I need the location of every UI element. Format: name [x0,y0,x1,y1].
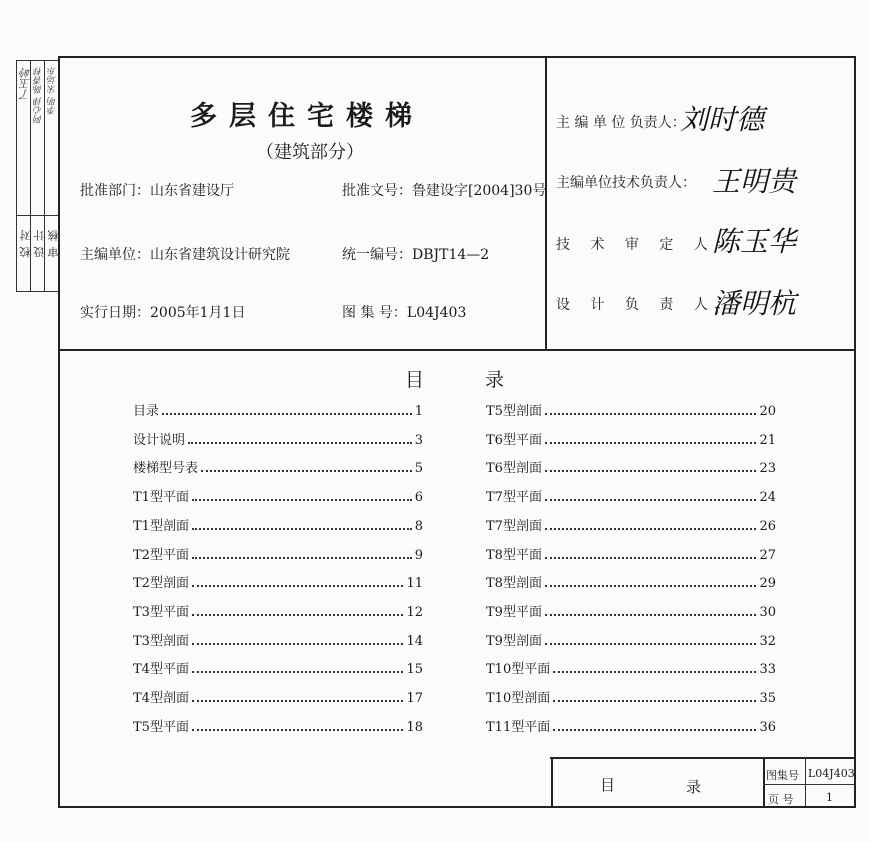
toc-entry [133,457,423,476]
toc-entry-label: T10型剖面 [486,691,551,706]
strip-label-check: 校 对 [19,229,32,258]
toc-entry-page: 18 [406,719,423,735]
title-block-col-line [805,757,806,807]
toc-entry-page: 12 [406,604,423,620]
strip-label-design: 设 计 [33,229,46,258]
responsible-label-review: 技 术 审 定 人： [556,237,738,253]
toc-heading-left: 目 [405,369,425,391]
toc-entry-label: T1型剖面 [133,518,189,534]
toc-entry [133,486,423,505]
title-block-mid-line [763,757,765,807]
toc-entry-label: T8型剖面 [486,576,542,592]
toc-entry [133,572,423,591]
page-value: 1 [826,791,833,804]
toc-entry [133,716,423,735]
responsible-label-tech: 主编单位技术负责人： [556,175,696,191]
toc-entry-label: T7型剖面 [486,518,542,534]
atlas-value: L04J403 [808,767,855,780]
toc-entry [133,400,423,419]
toc-leader-dots [545,413,757,415]
toc-entry-page: 11 [406,576,423,592]
toc-entry-page: 5 [414,461,423,477]
toc-leader-dots [192,700,404,702]
toc-entry-label: T8型平面 [486,547,542,563]
toc-leader-dots [192,671,404,673]
title-block-row-line [763,784,855,785]
toc-leader-dots [188,442,412,444]
toc-entry-page: 33 [759,662,776,678]
toc-entry-page: 8 [414,518,423,534]
toc-leader-dots [192,614,404,616]
toc-leader-dots [553,700,756,702]
toc-leader-dots [192,557,412,559]
page-subtitle: （建筑部分） [256,142,364,163]
toc-entry-label: T3型剖面 [133,633,189,649]
toc-entry-page: 9 [414,547,423,563]
toc-entry-page: 36 [759,719,776,735]
atlas-no: 图 集 号：L04J403 [342,305,467,321]
atlas-label: 图集号 [766,769,799,782]
toc-entry [133,515,423,534]
toc-entry-page: 3 [414,432,423,448]
signature-design: 潘明杭 [712,287,797,320]
toc-entry-page: 32 [759,633,776,649]
toc-leader-dots [545,528,757,530]
toc-entry-page: 27 [759,547,776,563]
toc-leader-dots [545,614,757,616]
strip-label-review: 审 核 [47,229,60,258]
toc-entry-label: T4型平面 [133,662,189,678]
title-block-name-left: 目 [600,776,616,794]
toc-entry-label: T11型平面 [486,719,551,735]
toc-entry-label: T1型平面 [133,490,189,506]
toc-leader-dots [192,528,412,530]
toc-leader-dots [545,470,757,472]
toc-leader-dots [162,413,412,415]
toc-entry-page: 24 [759,490,776,506]
toc-entry-label: 楼梯型号表 [133,461,199,477]
toc-leader-dots [192,729,404,731]
toc-entry [133,429,423,448]
toc-entry-page: 29 [759,576,776,592]
toc-entry [486,601,776,620]
toc-entry-page: 14 [406,633,423,649]
toc-entry [133,687,423,706]
toc-entry [133,630,423,649]
signature-tech: 王明贵 [712,165,797,198]
toc-leader-dots [545,643,757,645]
toc-entry [133,658,423,677]
toc-entry [486,486,776,505]
toc-entry-label: T6型剖面 [486,461,542,477]
editor-unit: 主编单位：山东省建筑设计研究院 [80,247,290,263]
toc-entry-page: 26 [759,518,776,534]
title-block-name-right: 录 [686,778,702,796]
toc-leader-dots [545,442,757,444]
toc-entry-label: 目录 [133,404,160,419]
toc-leader-dots [201,470,412,472]
toc-leader-dots [192,643,404,645]
toc-entry [486,630,776,649]
toc-entry-label: T4型剖面 [133,691,189,706]
toc-entry [133,601,423,620]
toc-entry-label: T9型平面 [486,604,542,620]
toc-entry [486,544,776,563]
title-block-left-line [551,757,553,807]
toc-entry-label: T10型平面 [486,662,551,678]
unified-no: 统一编号：DBJT14—2 [342,247,490,263]
toc-entry [486,429,776,448]
toc-entry-label: T5型平面 [133,719,189,735]
toc-entry-label: T6型平面 [486,432,542,448]
side-strip [16,60,59,292]
toc-leader-dots [553,671,756,673]
signature-chief-unit: 刘时德 [680,103,765,136]
toc-entry-label: T7型平面 [486,490,542,506]
toc-leader-dots [545,499,757,501]
toc-entry-page: 1 [414,404,423,419]
toc-entry-page: 35 [759,691,776,706]
toc-entry [486,687,776,706]
toc-leader-dots [553,729,756,731]
header-divider [545,57,547,350]
toc-entry-page: 15 [406,662,423,678]
toc-leader-dots [192,499,412,501]
approval-dept: 批准部门：山东省建设厅 [80,183,234,199]
page-label: 页 号 [768,793,794,806]
toc-entry [486,515,776,534]
toc-entry-label: T3型平面 [133,604,189,620]
toc-entry-label: T5型剖面 [486,404,542,419]
approval-doc: 批准文号：鲁建设字[2004]30号 [342,183,547,199]
toc-leader-dots [545,585,757,587]
toc-entry [486,572,776,591]
toc-entry-label: T9型剖面 [486,633,542,649]
toc-entry [486,457,776,476]
toc-entry-page: 30 [759,604,776,620]
title-block-top-line [550,757,856,759]
toc-leader-dots [192,585,404,587]
toc-entry-page: 23 [759,461,776,477]
toc-entry-page: 21 [759,432,776,448]
toc-entry [486,716,776,735]
toc-entry-label: T2型平面 [133,547,189,563]
effective-date: 实行日期：2005年1月1日 [80,305,246,321]
strip-signature-check: 了玉岭 [19,67,32,100]
strip-signature-review: 李明 宋运东 [48,67,58,115]
toc-leader-dots [545,557,757,559]
page-title: 多层住宅楼梯 [190,101,424,132]
header-bottom-line [58,349,856,351]
signature-review: 陈玉华 [712,225,797,258]
toc-entry-page: 17 [406,691,423,706]
toc-entry [486,658,776,677]
toc-entry [133,544,423,563]
toc-heading-right: 录 [485,369,505,391]
responsible-label-design: 设 计 负 责 人： [556,297,738,313]
responsible-label-chief-unit: 主 编 单 位 负责人： [556,115,686,131]
toc-entry [486,400,776,419]
strip-signature-design: 阿心律 陈香梓 [34,67,44,124]
toc-entry-page: 6 [414,490,423,506]
toc-entry-label: 设计说明 [133,432,186,448]
toc-entry-page: 20 [759,404,776,419]
toc-entry-label: T2型剖面 [133,576,189,592]
